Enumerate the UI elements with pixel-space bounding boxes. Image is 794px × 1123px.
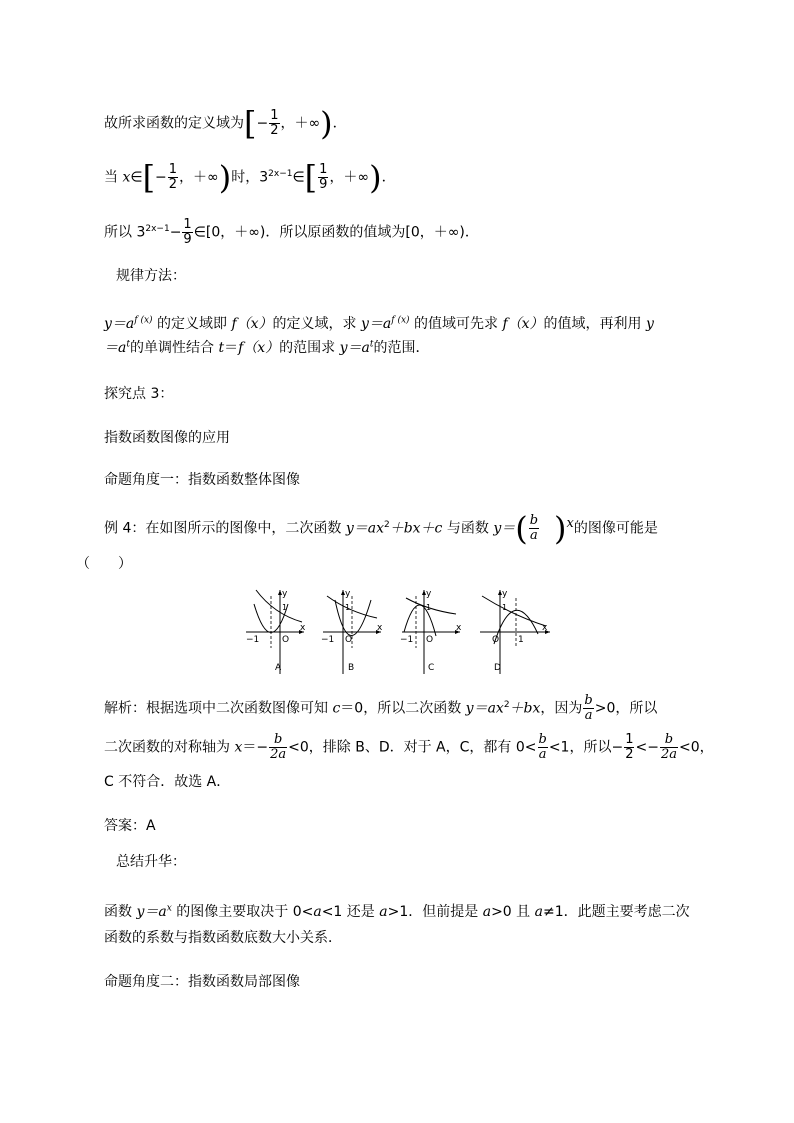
one-x-label: 1: [518, 635, 524, 645]
option-b-label: B: [348, 663, 355, 673]
solution-line-2: [104, 733, 714, 762]
text: 的单调性结合: [129, 340, 219, 356]
expr: ＋bx: [509, 700, 541, 717]
text: <0，: [678, 739, 714, 756]
text: ＝−: [242, 739, 269, 756]
numerator: 1: [183, 217, 192, 232]
origin-label: O: [345, 635, 353, 645]
fraction: [168, 163, 178, 192]
one-label: 1: [345, 603, 351, 612]
x-label: x: [542, 623, 548, 633]
graph-d: [480, 589, 550, 674]
expr: y＝a: [104, 316, 135, 332]
graph-b: [321, 589, 383, 674]
text: 的图像主要取决于 0<: [171, 904, 314, 920]
option-c-label: C: [428, 663, 435, 673]
denominator: 2: [168, 177, 178, 192]
y-label: y: [282, 589, 288, 599]
answer-paren: （ ）: [76, 556, 132, 572]
text: <0，排除 B、D．对于 A，C，都有 0<: [288, 739, 537, 756]
fraction: [583, 694, 593, 723]
var: a: [482, 904, 492, 920]
text: 的定义域，求: [272, 316, 361, 332]
denominator: 2: [270, 123, 279, 138]
paren: (: [515, 509, 528, 548]
origin-label: O: [426, 635, 434, 645]
expr: ＝a: [104, 340, 127, 356]
paren: ): [218, 158, 232, 197]
exponent: t: [126, 339, 130, 350]
text: 故所求函数的定义域为: [104, 115, 244, 132]
var: y: [646, 316, 654, 332]
expr: f（x）: [502, 316, 544, 332]
domain-result-line: 故所求函数的定义域为[− $\frac{1}{2}$ ，＋∞)．: [104, 104, 347, 143]
graph-c: [400, 589, 462, 674]
text: 的值域可先求: [409, 316, 503, 332]
y-label: y: [345, 589, 351, 599]
exponent: x: [166, 903, 172, 914]
text: ，＋∞: [280, 115, 321, 132]
origin-label: O: [492, 635, 500, 645]
fraction: [182, 218, 192, 247]
graph-a: [246, 589, 306, 674]
text: 当: [104, 169, 123, 186]
bracket: [: [142, 158, 156, 197]
x-label: x: [377, 623, 383, 633]
y-label: y: [502, 589, 508, 599]
x-label: x: [300, 623, 306, 633]
numerator: b: [538, 732, 547, 747]
text: 与函数: [442, 520, 494, 537]
text: 函数: [104, 904, 137, 920]
solution-line-1: [104, 694, 657, 723]
one-label: 1: [426, 603, 432, 612]
text: 所以 3: [104, 224, 146, 241]
numerator: 1: [625, 732, 634, 747]
var: c: [332, 700, 341, 717]
angle-one-heading: 命题角度一：指数函数整体图像: [104, 472, 300, 488]
exponent: 2: [503, 699, 510, 710]
denominator: a: [538, 747, 547, 762]
text: ≠1．此题主要考虑二次: [542, 904, 690, 920]
summary-title: 总结升华：: [116, 854, 186, 870]
one-label: 1: [282, 603, 288, 612]
denominator: 2a: [660, 747, 677, 762]
denominator: 2: [625, 747, 634, 762]
text: 的图像可能是: [573, 520, 658, 537]
fraction: [318, 163, 328, 192]
option-d-label: D: [494, 663, 501, 673]
topic-heading: 指数函数图像的应用: [104, 430, 230, 446]
numerator: 1: [168, 162, 178, 177]
expr: y＝a: [339, 340, 370, 356]
var: x: [234, 739, 243, 756]
text: 的定义域即: [152, 316, 232, 332]
neg-one-label: −1: [321, 635, 335, 645]
fraction: [624, 733, 634, 762]
text: 的范围．: [373, 340, 430, 356]
neg-one-label: −1: [400, 635, 414, 645]
var: a: [534, 904, 543, 920]
fraction: [269, 733, 287, 762]
exponent: x: [566, 515, 574, 531]
origin-label: O: [282, 635, 290, 645]
text: ，因为: [540, 700, 583, 717]
numerator: 1: [270, 108, 279, 123]
var: t: [218, 340, 225, 356]
solution-line-3: C 不符合．故选 A．: [104, 774, 231, 790]
y-label: y: [426, 589, 432, 599]
neg-one-label: −1: [246, 635, 260, 645]
denominator: 9: [319, 177, 328, 192]
range-line-1: 当 x∈[− $\frac{1}{2}$ ，＋∞)时，$3^{2x-1}\in$[ $\frac{1}{9}$ ，＋∞)．: [104, 158, 396, 197]
var: a: [313, 904, 322, 920]
exponent: t: [369, 339, 374, 350]
explore-point: 探究点 3：: [104, 386, 174, 402]
expr: f（x）: [238, 340, 280, 356]
method-line-1: [104, 314, 654, 334]
denominator: a: [530, 528, 538, 543]
summary-line-2: 函数的系数与指数函数底数大小关系．: [104, 930, 342, 946]
summary-line-1: [104, 902, 690, 922]
text: ，＋∞: [179, 169, 219, 186]
denominator: 9: [183, 232, 192, 247]
text: 二次函数的对称轴为: [104, 739, 235, 756]
text: ，＋∞: [329, 169, 370, 186]
text: 的值域，再利用: [543, 316, 646, 332]
bracket: [: [304, 158, 318, 197]
text: ∈: [292, 169, 305, 186]
numerator: 1: [319, 162, 328, 177]
expr: f（x）: [231, 316, 273, 332]
text: 解析：根据选项中二次函数图像可知: [104, 700, 333, 717]
numerator: b: [584, 693, 593, 708]
text: 时，3: [231, 169, 269, 186]
range-line-2: 所以 $3^{2x-1}-$ $\frac{1}{9}$ ∈[0，＋∞)．所以原函数的值域为[0，＋∞)．: [104, 217, 479, 247]
denominator: 2a: [270, 747, 287, 762]
exponent: f (x): [134, 315, 153, 326]
paren: ): [554, 509, 567, 548]
method-title: 规律方法：: [116, 268, 186, 284]
exponent: f (x): [391, 315, 410, 326]
var: x: [122, 169, 131, 186]
text: ∈: [130, 169, 143, 186]
example-4: [104, 509, 658, 548]
denominator: a: [584, 708, 593, 723]
fraction: [269, 109, 279, 138]
text: >1．但前提是: [387, 904, 483, 920]
expr: y＝ax: [465, 700, 504, 717]
exponent: 2: [383, 519, 390, 530]
text: >0 且: [491, 904, 535, 920]
method-line-2: [104, 338, 430, 358]
paren: ): [320, 104, 333, 143]
graph-options-figure: [244, 586, 554, 674]
text: <1 还是: [321, 904, 380, 920]
numerator: b: [529, 513, 539, 528]
text: 例 4：在如图所示的图像中，二次函数: [104, 520, 346, 537]
text: <1，所以−: [548, 739, 624, 756]
one-label: 1: [502, 603, 508, 612]
expr: y＝ax: [345, 520, 384, 537]
text: ＝: [224, 340, 239, 356]
paren: ): [369, 158, 382, 197]
text: 的范围求: [279, 340, 340, 356]
numerator: b: [660, 733, 678, 748]
exponent: 2x−1: [268, 168, 293, 179]
answer: 答案：A: [104, 818, 156, 834]
option-a-label: A: [275, 663, 282, 673]
text: >0，所以: [594, 700, 658, 717]
angle-two-heading: 命题角度二：指数函数局部图像: [104, 974, 300, 990]
fraction: [538, 733, 548, 762]
text: <−: [635, 739, 659, 756]
numerator: b: [269, 733, 287, 748]
expr: y＝a: [361, 316, 392, 332]
bracket: [: [244, 104, 257, 143]
text: ＝0，所以二次函数: [340, 700, 466, 717]
exponent: 2x−1: [145, 223, 170, 234]
fraction: [529, 514, 539, 543]
var: a: [379, 904, 388, 920]
expr: y＝: [493, 520, 516, 537]
x-label: x: [456, 623, 462, 633]
expr: ＋bx＋c: [389, 520, 443, 537]
fraction: [660, 733, 678, 762]
text: ∈[0，＋∞)．所以原函数的值域为[0，＋∞)．: [193, 224, 479, 241]
expr: y＝a: [136, 904, 167, 920]
